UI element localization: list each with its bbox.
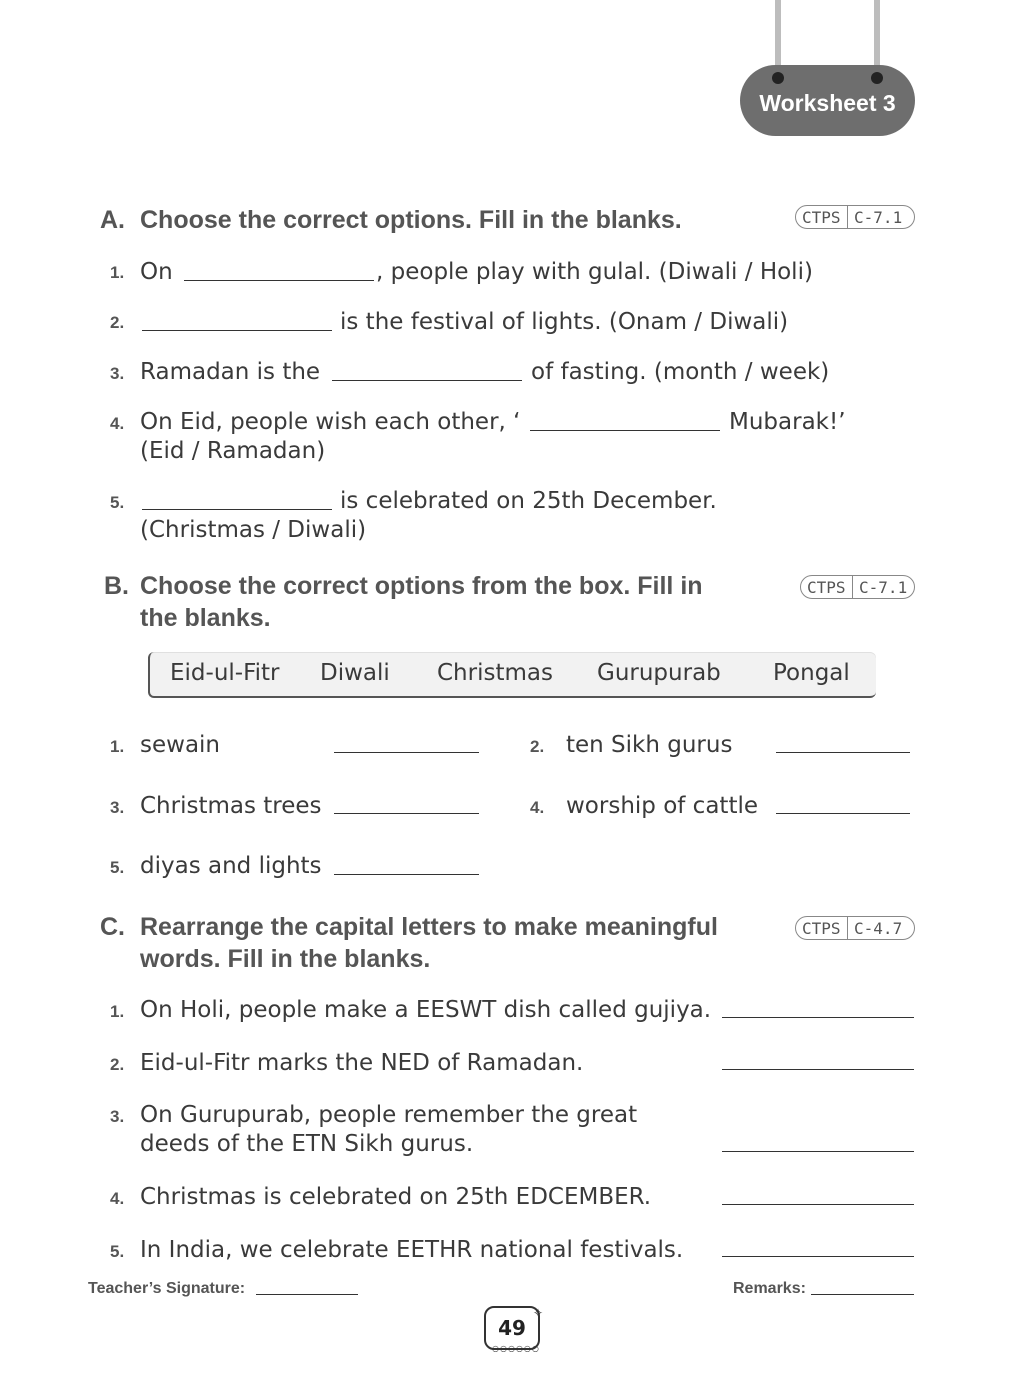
word-option: Diwali [320,660,390,686]
item-text: worship of cattle [566,793,758,819]
answer-blank[interactable] [334,813,479,814]
worksheet-badge [740,65,915,136]
answer-blank[interactable] [142,330,332,331]
answer-blank[interactable] [722,1204,914,1205]
item-number: 2. [110,313,125,332]
page-number: 49 [498,1316,526,1340]
item-number: 1. [110,263,125,282]
item-number: 4. [110,1189,125,1208]
item-text: ten Sikh gurus [566,732,733,758]
item-text: On [140,259,173,285]
answer-blank[interactable] [722,1017,914,1018]
ctps-ref: C-4.7 [854,918,903,938]
word-option: Gurupurab [597,660,721,686]
pin-icon [871,72,883,84]
item-number: 5. [110,858,125,877]
ctps-ref: C-7.1 [854,207,903,227]
section-b-letter: B. [104,572,129,600]
section-a-letter: A. [100,206,125,234]
item-text: Christmas is celebrated on 25th EDCEMBER. [140,1184,652,1210]
ctps-code: CTPS [802,918,841,938]
word-option: Pongal [773,660,850,686]
remarks-label: Remarks: [733,1280,806,1297]
item-text: , people play with gulal. (Diwali / Holi) [376,259,813,285]
answer-blank[interactable] [776,813,910,814]
ctps-tag-b [800,575,915,599]
section-b-title: the blanks. [140,604,271,632]
item-options: (Christmas / Diwali) [140,517,367,543]
item-number: 3. [110,1107,125,1126]
item-number: 4. [530,798,545,817]
item-text: is celebrated on 25th December. [340,488,717,514]
ctps-code: CTPS [802,207,841,227]
word-option: Christmas [437,660,553,686]
teacher-signature-label: Teacher’s Signature: [88,1280,246,1297]
remarks-line[interactable] [811,1294,914,1295]
pin-icon [772,72,784,84]
word-option: Eid-ul-Fitr [170,660,280,686]
item-text: of fasting. (month / week) [531,359,830,385]
answer-blank[interactable] [722,1151,914,1152]
item-number: 3. [110,798,125,817]
item-text: On Eid, people wish each other, ‘ [140,409,521,435]
answer-blank[interactable] [332,380,522,381]
item-text: On Gurupurab, people remember the great [140,1102,638,1128]
item-text: On Holi, people make a EESWT dish called gujiya. [140,997,712,1023]
item-text: Mubarak!’ [729,409,846,435]
item-text: deeds of the ETN Sikh gurus. [140,1131,474,1157]
sparkle-icon: ✧ [533,1306,544,1320]
item-text: In India, we celebrate EETHR national festivals. [140,1237,684,1263]
section-c-title: words. Fill in the blanks. [140,945,431,973]
item-number: 1. [110,1002,125,1021]
answer-blank[interactable] [334,874,479,875]
ctps-ref: C-7.1 [859,577,908,597]
section-c-title: Rearrange the capital letters to make meaningful [140,913,718,941]
item-number: 5. [110,1242,125,1261]
answer-blank[interactable] [530,430,720,431]
item-options: (Eid / Ramadan) [140,438,326,464]
item-number: 2. [530,737,545,756]
item-text: Ramadan is the [140,359,321,385]
answer-blank[interactable] [722,1256,914,1257]
answer-blank[interactable] [184,280,374,281]
teacher-signature-line[interactable] [256,1294,358,1295]
section-b-title: Choose the correct options from the box. Fill in [140,572,703,600]
item-number: 5. [110,493,125,512]
item-number: 4. [110,414,125,433]
item-text: is the festival of lights. (Onam / Diwali) [340,309,789,335]
answer-blank[interactable] [334,752,479,753]
item-text: sewain [140,732,221,758]
ctps-tag-c [795,916,915,940]
section-c-letter: C. [100,913,125,941]
item-number: 2. [110,1055,125,1074]
item-text: Eid-ul-Fitr marks the NED of Ramadan. [140,1050,584,1076]
page-badge-dots: ○○○○○○ [492,1344,540,1353]
ctps-code: CTPS [807,577,846,597]
ctps-tag-a [795,205,915,229]
answer-blank[interactable] [722,1069,914,1070]
item-text: diyas and lights [140,853,322,879]
item-number: 1. [110,737,125,756]
worksheet-label: Worksheet 3 [759,90,896,116]
section-a-title: Choose the correct options. Fill in the blanks. [140,206,682,234]
answer-blank[interactable] [142,509,332,510]
item-number: 3. [110,364,125,383]
item-text: Christmas trees [140,793,322,819]
answer-blank[interactable] [776,752,910,753]
